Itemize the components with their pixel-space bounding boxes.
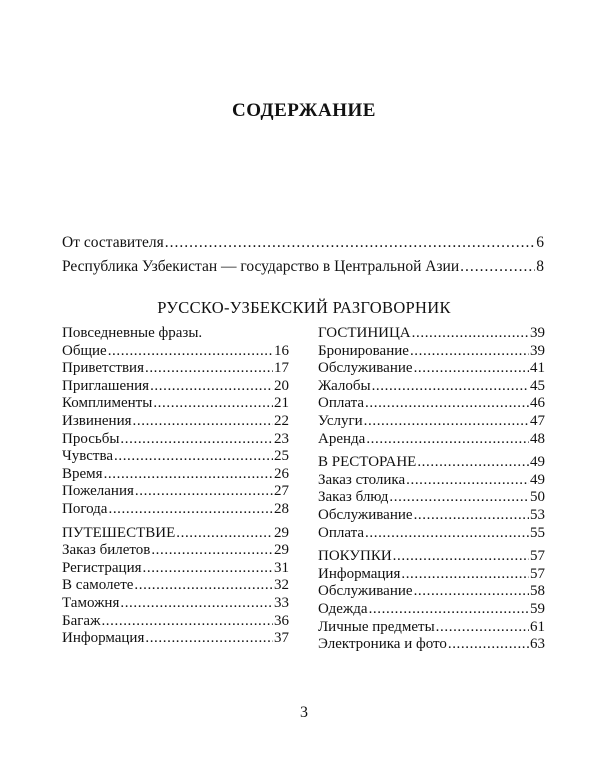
toc-entry-page: 17 <box>274 360 289 377</box>
toc-entry <box>318 525 545 543</box>
toc-leader-dots <box>365 525 529 542</box>
section-title: РУССКО-УЗБЕКСКИЙ РАЗГОВОРНИК <box>157 298 451 317</box>
toc-left-column <box>62 325 289 648</box>
toc-entry-label: Заказ столика <box>318 471 406 488</box>
toc-entry <box>62 483 289 501</box>
toc-group-heading: Повседневные фразы. <box>62 325 203 341</box>
toc-entry-label: Просьбы <box>62 430 120 447</box>
toc-leader-dots <box>393 548 529 565</box>
toc-entry-label: Комплименты <box>62 395 153 412</box>
toc-entry-page: 26 <box>274 465 289 482</box>
toc-leader-dots <box>389 489 529 506</box>
toc-entry-page: 57 <box>530 548 545 565</box>
toc-entry-page: 63 <box>530 636 545 653</box>
toc-entry-page: 46 <box>530 395 545 412</box>
toc-leader-dots <box>365 395 529 412</box>
toc-leader-dots <box>401 566 529 583</box>
toc-entry-page: 23 <box>274 430 289 447</box>
toc-entry-page: 25 <box>274 448 289 465</box>
toc-entry <box>62 577 289 595</box>
toc-leader-dots <box>165 234 536 252</box>
toc-entry-label: Оплата <box>318 395 365 412</box>
toc-entry-page: 49 <box>530 454 545 471</box>
toc-entry <box>318 325 545 343</box>
toc-entry <box>62 448 289 466</box>
toc-entry <box>62 501 289 519</box>
toc-entry <box>318 454 545 472</box>
toc-entry <box>62 630 289 648</box>
toc-entry-label: ПУТЕШЕСТВИЕ <box>62 524 176 541</box>
toc-entry-page: 59 <box>530 600 545 617</box>
toc-leader-dots <box>414 507 529 524</box>
toc-entry-label: Пожелания <box>62 483 134 500</box>
toc-entry-page: 39 <box>530 325 545 341</box>
toc-entry-label: Регистрация <box>62 559 142 576</box>
toc-leader-dots <box>120 595 273 612</box>
toc-entry-page: 48 <box>530 430 545 447</box>
toc-entry-label: Обслуживание <box>318 583 413 600</box>
toc-entry-page: 39 <box>530 342 545 359</box>
toc-entry-label: От составителя <box>62 234 164 251</box>
toc-entry-label: ПОКУПКИ <box>318 548 392 565</box>
toc-entry-label: Жалобы <box>318 377 371 394</box>
toc-entry <box>318 378 545 396</box>
toc-entry-label: Информация <box>62 630 145 647</box>
toc-leader-dots <box>460 258 535 276</box>
toc-leader-dots <box>143 560 274 577</box>
toc-leader-dots <box>414 583 529 600</box>
toc-leader-dots <box>372 378 529 395</box>
toc-entry <box>318 472 545 490</box>
toc-leader-dots <box>135 483 273 500</box>
toc-leader-dots <box>134 577 273 594</box>
toc-entry-label: Услуги <box>318 412 363 429</box>
toc-right-column <box>318 325 545 654</box>
toc-entry <box>62 395 289 413</box>
toc-entry-label: Обслуживание <box>318 506 413 523</box>
toc-entry-page: 57 <box>530 565 545 582</box>
toc-entry <box>62 378 289 396</box>
toc-entry-label: Общие <box>62 342 107 359</box>
toc-entry-label: Таможня <box>62 594 120 611</box>
toc-entry-label: Одежда <box>318 600 368 617</box>
toc-entry <box>318 395 545 413</box>
toc-leader-dots <box>176 525 273 542</box>
toc-entry-page: 29 <box>274 524 289 541</box>
toc-entry-page: 29 <box>274 542 289 559</box>
toc-entry-page: 21 <box>274 395 289 412</box>
toc-entry-page: 20 <box>274 377 289 394</box>
toc-entry-page: 32 <box>274 577 289 594</box>
toc-leader-dots <box>114 448 273 465</box>
toc-entry <box>62 542 289 560</box>
toc-entry-label: Приглашения <box>62 377 150 394</box>
toc-entry-label: Обслуживание <box>318 360 413 377</box>
toc-entry-page: 37 <box>274 630 289 647</box>
toc-entry-label: ГОСТИНИЦА <box>318 325 411 341</box>
toc-entry <box>318 548 545 566</box>
toc-entry <box>318 343 545 361</box>
toc-entry-label: Личные предметы <box>318 618 435 635</box>
toc-entry-page: 41 <box>530 360 545 377</box>
toc-entry <box>318 583 545 601</box>
toc-entry-label: Республика Узбекистан — государство в Центральной Азии <box>62 258 460 275</box>
toc-entry <box>318 601 545 619</box>
toc-entry <box>62 466 289 484</box>
toc-entry-page: 33 <box>274 594 289 611</box>
toc-leader-dots <box>369 601 529 618</box>
toc-leader-dots <box>101 613 273 630</box>
toc-entry <box>318 431 545 449</box>
toc-leader-dots <box>364 413 529 430</box>
toc-entry <box>318 636 545 654</box>
toc-entry-label: Заказ блюд <box>318 489 389 506</box>
toc-entry-label: Электроника и фото <box>318 636 447 653</box>
toc-leader-dots <box>366 431 529 448</box>
toc-entry <box>318 507 545 525</box>
toc-entry-page: 22 <box>274 412 289 429</box>
toc-leader-dots <box>448 636 529 653</box>
toc-entry-page: 36 <box>274 612 289 629</box>
toc-entry <box>318 566 545 584</box>
toc-leader-dots <box>406 472 529 489</box>
toc-entry-page: 50 <box>530 489 545 506</box>
toc-entry-page: 6 <box>536 234 544 251</box>
toc-entry-label: Информация <box>318 565 401 582</box>
toc-entry <box>318 413 545 431</box>
toc-entry <box>318 619 545 637</box>
page-title: СОДЕРЖАНИЕ <box>232 100 376 121</box>
toc-leader-dots <box>410 343 529 360</box>
toc-entry-page: 8 <box>536 258 544 275</box>
toc-entry-label: Аренда <box>318 430 366 447</box>
toc-entry-label: Время <box>62 465 103 482</box>
toc-entry <box>62 360 289 378</box>
toc-entry-page: 27 <box>274 483 289 500</box>
toc-entry-label: Заказ билетов <box>62 542 151 559</box>
toc-entry-label: Бронирование <box>318 342 409 359</box>
toc-entry-page: 28 <box>274 500 289 517</box>
toc-entry <box>62 343 289 361</box>
toc-leader-dots <box>151 542 273 559</box>
toc-leader-dots <box>412 325 529 342</box>
toc-leader-dots <box>108 343 273 360</box>
toc-leader-dots <box>104 466 273 483</box>
toc-entry-page: 58 <box>530 583 545 600</box>
toc-leader-dots <box>145 360 273 377</box>
toc-entry <box>318 360 545 378</box>
toc-entry-page: 61 <box>530 618 545 635</box>
toc-entry-label: Чувства <box>62 448 113 465</box>
toc-entry-page: 47 <box>530 412 545 429</box>
toc-leader-dots <box>436 619 529 636</box>
toc-entry-label: Извинения <box>62 412 132 429</box>
toc-leader-dots <box>150 378 273 395</box>
toc-entry-label: Оплата <box>318 524 365 541</box>
toc-entry-page: 53 <box>530 506 545 523</box>
toc-entry <box>318 489 545 507</box>
toc-entry-republic <box>62 258 544 276</box>
toc-entry-page: 49 <box>530 471 545 488</box>
toc-entry <box>62 595 289 613</box>
toc-entry-label: Приветствия <box>62 360 144 377</box>
toc-entry-page: 31 <box>274 559 289 576</box>
toc-leader-dots <box>417 454 529 471</box>
toc-entry-page: 16 <box>274 342 289 359</box>
toc-entry-label: Багаж <box>62 612 101 629</box>
toc-leader-dots <box>145 630 273 647</box>
toc-leader-dots <box>414 360 529 377</box>
toc-entry-label: Погода <box>62 500 108 517</box>
toc-entry <box>62 613 289 631</box>
toc-leader-dots <box>153 395 273 412</box>
toc-leader-dots <box>133 413 273 430</box>
toc-leader-dots <box>108 501 273 518</box>
toc-entry <box>62 431 289 449</box>
toc-entry-page: 45 <box>530 377 545 394</box>
toc-entry-compiler <box>62 234 544 252</box>
toc-leader-dots <box>120 431 273 448</box>
toc-entry <box>62 525 289 543</box>
toc-entry <box>62 413 289 431</box>
toc-entry-label: В самолете <box>62 577 134 594</box>
toc-entry-label: В РЕСТОРАНЕ <box>318 454 417 471</box>
toc-entry <box>62 560 289 578</box>
page-number: 3 <box>300 704 308 721</box>
toc-entry-page: 55 <box>530 524 545 541</box>
